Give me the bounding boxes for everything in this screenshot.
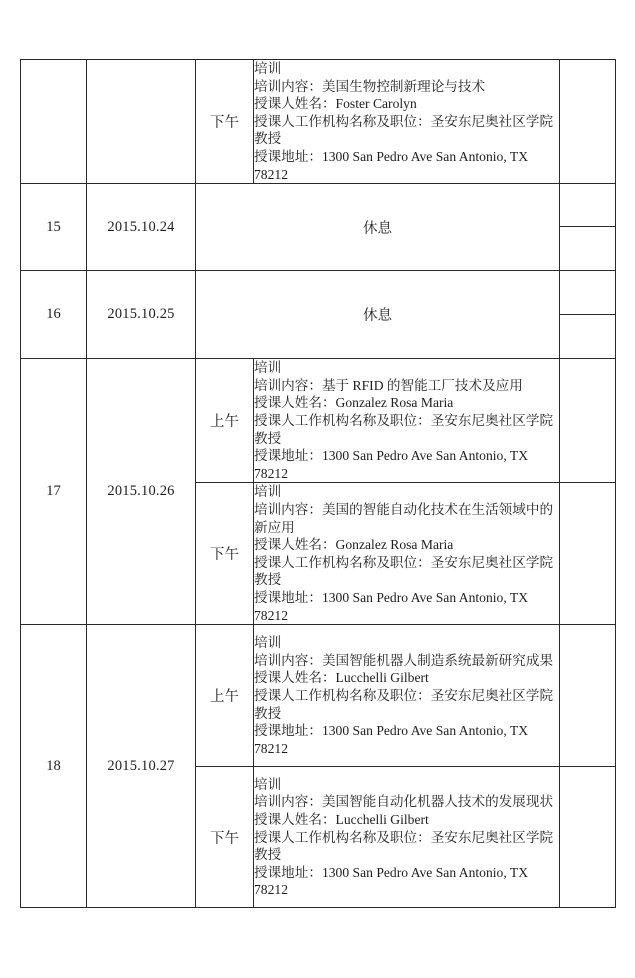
- content-line: 培训内容：美国智能机器人制造系统最新研究成果: [254, 652, 554, 668]
- time-slot-cell: 上午: [196, 625, 254, 767]
- remark-cell: [560, 227, 616, 271]
- day-number-cell: 17: [21, 359, 87, 625]
- content-line: 授课地址：1300 San Pedro Ave San Antonio, TX 78212: [254, 723, 529, 756]
- content-line: 授课地址：1300 San Pedro Ave San Antonio, TX 78212: [254, 864, 529, 898]
- remark-cell: [560, 271, 616, 315]
- schedule-row: [21, 359, 616, 483]
- content-line: 授课人姓名：Lucchelli Gilbert: [254, 670, 429, 686]
- content-line: 授课人工作机构名称及职位：圣安东尼奥社区学院 教授: [254, 554, 554, 588]
- content-line: 授课人姓名：Gonzalez Rosa Maria: [254, 537, 454, 553]
- content-line: 培训: [254, 635, 282, 651]
- day-number-cell: 15: [21, 184, 87, 271]
- content-line: 授课地址：1300 San Pedro Ave San Antonio, TX 78212: [254, 148, 529, 182]
- content-line: 培训: [254, 360, 282, 376]
- content-line: 授课人姓名：Foster Carolyn: [254, 96, 417, 112]
- time-slot-cell: 下午: [196, 483, 254, 625]
- schedule-row: [21, 60, 616, 184]
- content-line: 授课地址：1300 San Pedro Ave San Antonio, TX 78212: [254, 448, 529, 481]
- remark-cell: [560, 60, 616, 184]
- day-number-cell: [21, 60, 87, 184]
- content-line: 授课人姓名：Gonzalez Rosa Maria: [254, 395, 454, 411]
- day-number-cell: 18: [21, 625, 87, 908]
- content-line: 授课人姓名：Lucchelli Gilbert: [254, 811, 429, 827]
- rest-day-cell: 休息: [196, 184, 560, 271]
- remark-cell: [560, 767, 616, 908]
- date-cell: 2015.10.27: [87, 625, 196, 908]
- session-content-cell: [254, 60, 560, 184]
- content-line: 培训: [254, 484, 282, 500]
- content-line: 授课地址：1300 San Pedro Ave San Antonio, TX 78212: [254, 590, 529, 623]
- content-line: 授课人工作机构名称及职位：圣安东尼奥社区学院 教授: [254, 113, 554, 147]
- remark-cell: [560, 359, 616, 483]
- session-content-cell: [254, 483, 560, 625]
- schedule-row: [21, 184, 616, 227]
- content-line: 授课人工作机构名称及职位：圣安东尼奥社区学院 教授: [254, 688, 554, 721]
- schedule-row: [21, 271, 616, 315]
- content-line: 培训内容：美国生物控制新理论与技术: [254, 78, 486, 94]
- remark-cell: [560, 625, 616, 767]
- date-cell: 2015.10.25: [87, 271, 196, 359]
- remark-cell: [560, 184, 616, 227]
- content-line: 培训: [254, 61, 282, 76]
- schedule-row: [21, 625, 616, 767]
- time-slot-cell: 上午: [196, 359, 254, 483]
- remark-cell: [560, 315, 616, 359]
- time-slot-cell: 下午: [196, 767, 254, 908]
- schedule-table: [20, 59, 616, 908]
- content-line: 授课人工作机构名称及职位：圣安东尼奥社区学院 教授: [254, 412, 554, 446]
- time-slot-cell: 下午: [196, 60, 254, 184]
- day-number-cell: 16: [21, 271, 87, 359]
- rest-day-cell: 休息: [196, 271, 560, 359]
- remark-cell: [560, 483, 616, 625]
- content-line: 授课人工作机构名称及职位：圣安东尼奥社区学院 教授: [254, 829, 554, 863]
- session-content-cell: [254, 359, 560, 483]
- content-line: 培训内容：美国的智能自动化技术在生活领域中的新应用: [254, 502, 554, 535]
- session-content-cell: [254, 625, 560, 767]
- session-content-cell: [254, 767, 560, 908]
- date-cell: 2015.10.24: [87, 184, 196, 271]
- content-line: 培训内容：基于 RFID 的智能工厂技术及应用: [254, 377, 523, 393]
- content-line: 培训内容：美国智能自动化机器人技术的发展现状: [254, 794, 554, 810]
- content-line: 培训: [254, 776, 282, 792]
- date-cell: 2015.10.26: [87, 359, 196, 625]
- date-cell: [87, 60, 196, 184]
